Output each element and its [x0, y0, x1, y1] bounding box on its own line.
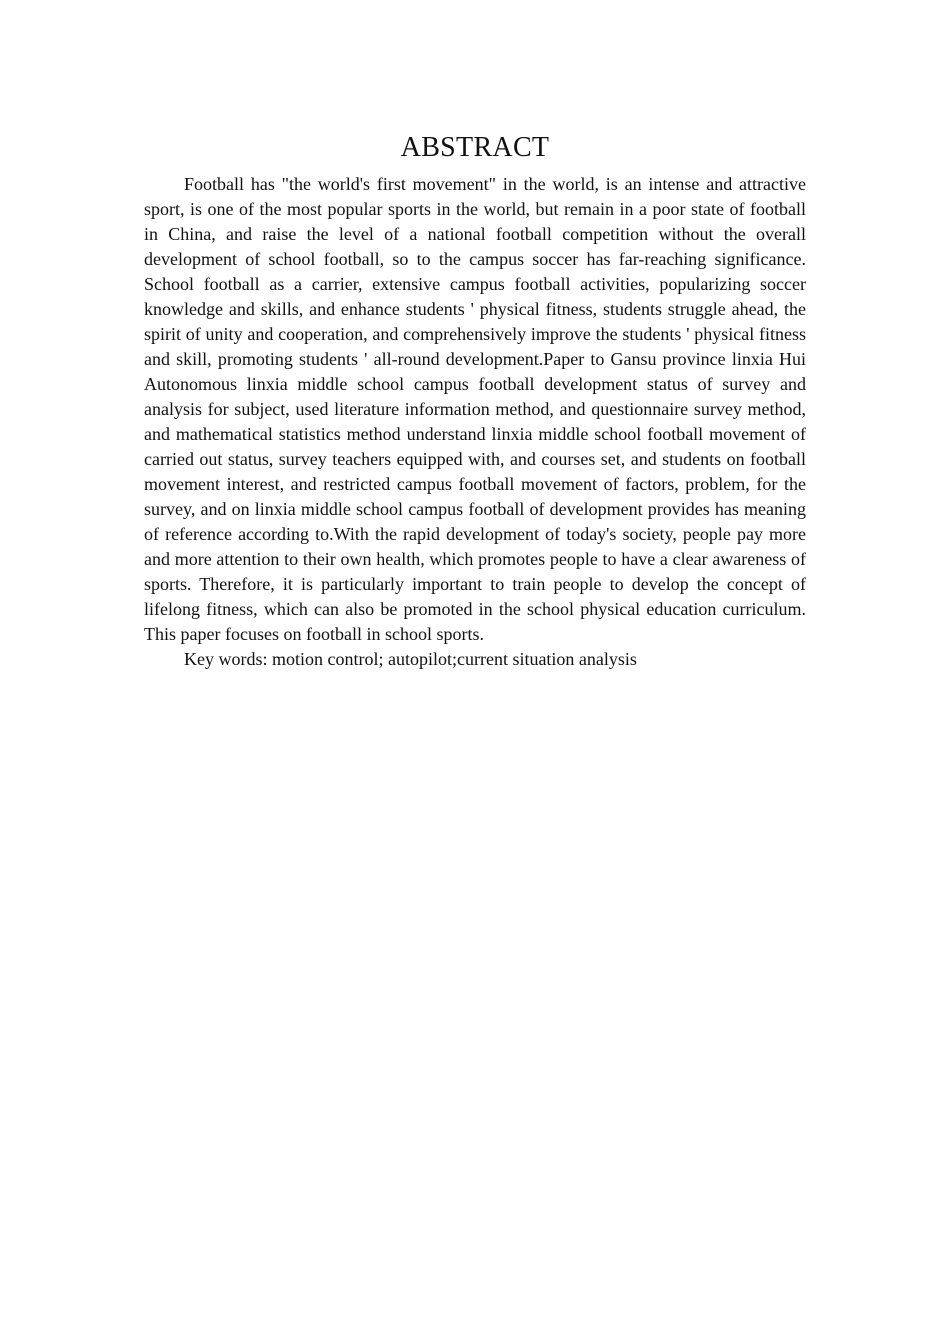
abstract-section [144, 128, 806, 672]
abstract-body: Football has "the world's first movement" in the world, is an intense and attractive sport, is one of the most popular sports in the world, but remain in a poor state of football in China, and raise the level of a national football competition without the overall development of school football, so to the campus soccer has far-reaching significance. School football as a carrier, extensive campus football activities, popularizing soccer knowledge and skills, and enhance students ' physical fitness, students struggle ahead, the spirit of unity and cooperation, and comprehensively improve the students ' physical fitness and skill, promoting students ' all-round development.Paper to Gansu province linxia Hui Autonomous linxia middle school campus football development status of survey and analysis for subject, used literature information method, and questionnaire survey method, and mathematical statistics method understand linxia middle school football movement of carried out status, survey teachers equipped with, and courses set, and students on football movement interest, and restricted campus football movement of factors, problem, for the survey, and on linxia middle school campus football of development provides has meaning of reference according to.With the rapid development of today's society, people pay more and more attention to their own health, which promotes people to have a clear awareness of sports. Therefore, it is particularly important to train people to develop the concept of lifelong fitness, which can also be promoted in the school physical education curriculum. This paper focuses on football in school sports. [144, 174, 806, 644]
keywords-line: Key words: motion control; autopilot;current situation analysis [184, 649, 637, 669]
abstract-title: ABSTRACT [400, 132, 550, 163]
